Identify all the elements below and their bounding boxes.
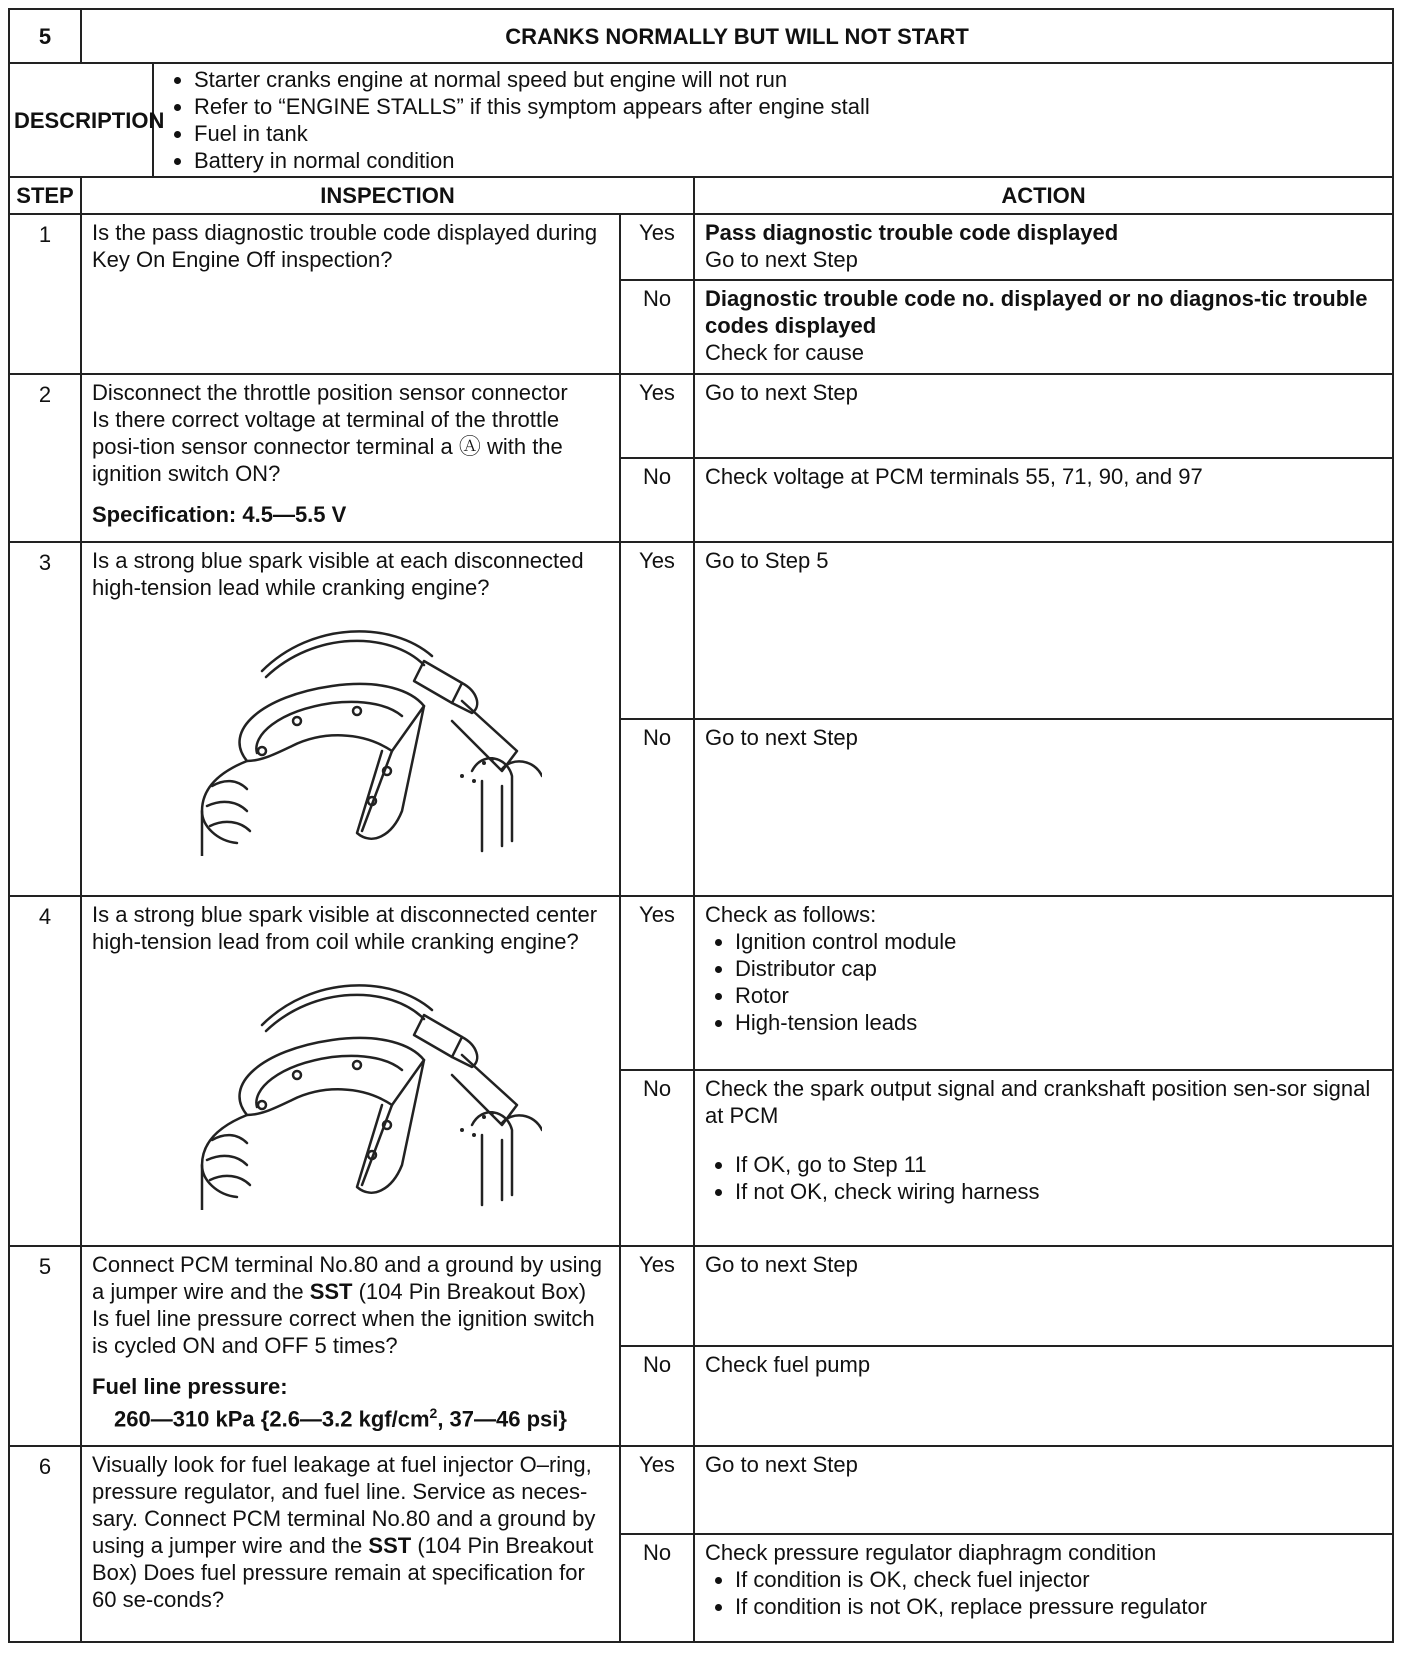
step-inspection [81, 542, 620, 896]
step-number: 3 [9, 542, 81, 896]
spark-test-pliers-illustration [162, 611, 542, 856]
description-label: DESCRIPTION [9, 63, 153, 177]
no-label: No [620, 1534, 694, 1642]
check-item: • Rotor [735, 982, 1382, 1009]
description-list [164, 66, 1382, 174]
description-item: • Starter cranks engine at normal speed but engine will not run [194, 66, 1382, 93]
check-item: • High-tension leads [735, 1009, 1382, 1036]
result-item: • If condition is not OK, replace pressure regulator [735, 1593, 1382, 1620]
description-item: • Refer to “ENGINE STALLS” if this symptom appears after engine stall [194, 93, 1382, 120]
step-6-yes-row [9, 1446, 1393, 1534]
no-label: No [620, 280, 694, 374]
action-text: Check the spark output signal and crankshaft position sen-sor signal at PCM [705, 1076, 1371, 1128]
check-list [705, 928, 1382, 1036]
step-number: 6 [9, 1446, 81, 1642]
no-action: Check fuel pump [694, 1346, 1393, 1446]
check-item: • Ignition control module [735, 928, 1382, 955]
yes-label: Yes [620, 542, 694, 719]
step-number: 4 [9, 896, 81, 1246]
inspection-text: Is a strong blue spark visible at disconnected center high-tension lead from coil while cranking engine? [92, 902, 598, 954]
yes-action: Go to next Step [694, 374, 1393, 458]
spec-title: Fuel line pressure: [92, 1374, 288, 1399]
column-header-row [9, 177, 1393, 214]
step-number: 5 [9, 1246, 81, 1446]
inspection-text: Is there correct voltage at terminal of the throttle posi-tion sensor connector terminal a Ⓐ with the ignition switch ON? [92, 407, 563, 486]
description-row [9, 63, 1393, 177]
no-action [694, 1070, 1393, 1246]
column-inspection: INSPECTION [81, 177, 694, 214]
no-label: No [620, 719, 694, 896]
result-item: • If OK, go to Step 11 [735, 1151, 1382, 1178]
check-item: • Distributor cap [735, 955, 1382, 982]
action-title: Pass diagnostic trouble code displayed [705, 220, 1119, 245]
column-action: ACTION [694, 177, 1393, 214]
specification: Specification: 4.5—5.5 V [92, 502, 347, 527]
no-label: No [620, 1070, 694, 1246]
symptom-number: 5 [9, 9, 81, 63]
no-action [694, 280, 1393, 374]
yes-label: Yes [620, 1446, 694, 1534]
header-row [9, 9, 1393, 63]
yes-label: Yes [620, 214, 694, 280]
result-list [705, 1151, 1382, 1205]
yes-label: Yes [620, 896, 694, 1070]
description-item: • Battery in normal condition [194, 147, 1382, 174]
no-action: Check voltage at PCM terminals 55, 71, 90, and 97 [694, 458, 1393, 542]
result-item: • If condition is OK, check fuel injector [735, 1566, 1382, 1593]
action-text: Check as follows: [705, 902, 877, 927]
result-item: • If not OK, check wiring harness [735, 1178, 1382, 1205]
inspection-text: Connect PCM terminal No.80 and a ground by using a jumper wire and the SST (104 Pin Breakout Box) Is fuel line pressure correct when the ignition switch is cycled ON and OFF 5 times? [92, 1252, 602, 1358]
step-4-yes-row [9, 896, 1393, 1070]
result-list [705, 1566, 1382, 1620]
spec-value: 260—310 kPa {2.6—3.2 kgf/$cm^2$, 37—46 psi} [114, 1405, 567, 1432]
yes-label: Yes [620, 1246, 694, 1346]
step-1-yes-row [9, 214, 1393, 280]
step-inspection: Is the pass diagnostic trouble code displayed during Key On Engine Off inspection? [81, 214, 620, 374]
action-text: Check for cause [705, 340, 864, 365]
yes-action: Go to next Step [694, 1246, 1393, 1346]
inspection-text: Disconnect the throttle position sensor connector [92, 380, 568, 405]
description-content [153, 63, 1393, 177]
diagnostic-sheet [8, 8, 1392, 1643]
no-label: No [620, 458, 694, 542]
step-5-yes-row [9, 1246, 1393, 1346]
step-number: 2 [9, 374, 81, 542]
no-action: Go to next Step [694, 719, 1393, 896]
yes-action [694, 896, 1393, 1070]
step-inspection [81, 896, 620, 1246]
description-item: • Fuel in tank [194, 120, 1382, 147]
step-inspection [81, 374, 620, 542]
column-step: STEP [9, 177, 81, 214]
no-label: No [620, 1346, 694, 1446]
yes-label: Yes [620, 374, 694, 458]
symptom-title: CRANKS NORMALLY BUT WILL NOT START [81, 9, 1393, 63]
step-3-yes-row [9, 542, 1393, 719]
action-text: Go to next Step [705, 247, 858, 272]
step-2-yes-row [9, 374, 1393, 458]
no-action [694, 1534, 1393, 1642]
yes-action [694, 214, 1393, 280]
step-number: 1 [9, 214, 81, 374]
step-inspection [81, 1246, 620, 1446]
action-text: Check pressure regulator diaphragm condition [705, 1540, 1157, 1565]
yes-action: Go to next Step [694, 1446, 1393, 1534]
inspection-text: Is a strong blue spark visible at each disconnected high-tension lead while cranking engine? [92, 548, 584, 600]
coil-spark-test-illustration [162, 965, 542, 1210]
step-inspection: Visually look for fuel leakage at fuel injector O–ring, pressure regulator, and fuel line. Service as neces-sary. Connect PCM terminal No.80 and a ground by using a jumper wire and the SST (104 Pin Breakout Box) Does fuel pressure remain at specification for 60 se-conds? [81, 1446, 620, 1642]
troubleshooting-table [8, 8, 1394, 1643]
yes-action: Go to Step 5 [694, 542, 1393, 719]
action-title: Diagnostic trouble code no. displayed or no diagnos-tic trouble codes displayed [705, 286, 1368, 338]
